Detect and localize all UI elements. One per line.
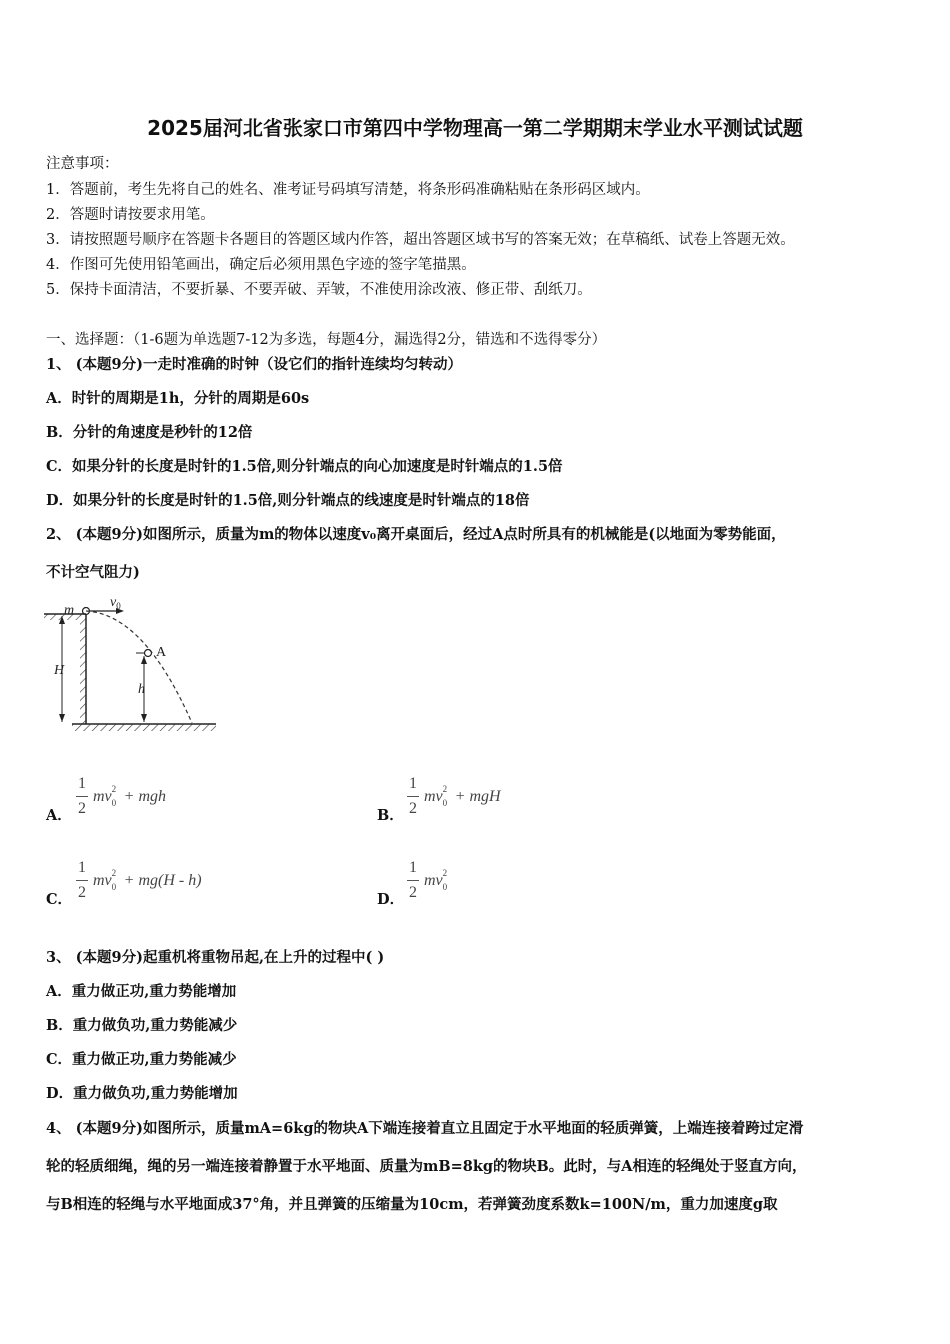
formula-expression: mv 2 0 + mgh <box>93 784 167 808</box>
question-4-line1: 4、 (本题9分)如图所示，质量mA=6kg的物块A下端连接着直立且固定于水平地面的轻质弹簧，上端连接着跨过定滑 <box>46 1120 804 1137</box>
option-label: B． <box>377 807 404 824</box>
question-3-stem: 3、 (本题9分)起重机将重物吊起,在上升的过程中( ) <box>46 949 385 966</box>
question-1-option-b: B．分针的角速度是秒针的12倍 <box>46 424 253 441</box>
question-1-option-a: A．时针的周期是1h，分针的周期是60s <box>46 390 310 407</box>
ground-hatch <box>72 724 216 731</box>
fraction-denominator: 2 <box>78 800 86 817</box>
h-arrow-down <box>141 714 147 722</box>
fraction-numerator: 1 <box>78 775 86 792</box>
question-4-line3: 与B相连的轻绳与水平地面成37°角，并且弹簧的压缩量为10cm，若弹簧劲度系数k=100N/m，重力加速度g取 <box>46 1196 778 1213</box>
question-3-option-d: D．重力做负功,重力势能增加 <box>46 1085 238 1102</box>
v0-label: $v_0$ <box>110 595 121 611</box>
question-2-stem-line2: 不计空气阻力) <box>46 564 140 581</box>
question-3-option-a: A．重力做正功,重力势能增加 <box>46 983 237 1000</box>
formula-expression: mv 2 0 + mg(H - h) <box>93 868 202 892</box>
fraction-bar <box>407 880 419 881</box>
notice-heading: 注意事项： <box>46 156 119 172</box>
fraction-denominator: 2 <box>78 884 86 901</box>
H-label: H <box>54 663 65 678</box>
option-label: D． <box>377 891 405 908</box>
A-label: A <box>156 645 167 660</box>
option-label: A． <box>46 807 72 824</box>
question-3-option-c: C．重力做正功,重力势能减少 <box>46 1051 237 1068</box>
table-wall-hatch <box>80 614 86 724</box>
page-title: 2025届河北省张家口市第四中学物理高一第二学期期末学业水平测试试题 <box>147 116 803 140</box>
question-3-option-b: B．重力做负功,重力势能减少 <box>46 1017 238 1034</box>
question-1-option-d: D．如果分针的长度是时针的1.5倍,则分针端点的线速度是时针端点的18倍 <box>46 492 530 509</box>
notice-item: 2．答题时请按要求用笔。 <box>46 207 215 223</box>
H-arrow-down <box>59 714 65 722</box>
question-1-option-c: C．如果分针的长度是时针的1.5倍,则分针端点的向心加速度是时针端点的1.5倍 <box>46 458 563 475</box>
m-label: m <box>64 603 75 618</box>
option-label: C． <box>46 891 73 908</box>
h-label: h <box>138 682 145 697</box>
fraction-numerator: 1 <box>409 775 417 792</box>
notice-item: 4．作图可先使用铅笔画出，确定后必须用黑色字迹的签字笔描黑。 <box>46 257 476 273</box>
projectile-figure <box>44 592 219 742</box>
formula-expression: mv 2 0 + mgH <box>424 784 501 808</box>
fraction-denominator: 2 <box>409 884 417 901</box>
formula-expression: mv 2 0 <box>424 868 448 892</box>
fraction-numerator: 1 <box>78 859 86 876</box>
section-heading: 一、选择题：（1-6题为单选题7-12为多选，每题4分，漏选得2分，错选和不选得零分） <box>46 332 607 348</box>
notice-item: 5．保持卡面清洁，不要折暴、不要弄破、弄皱，不准使用涂改液、修正带、刮纸刀。 <box>46 282 592 298</box>
fraction-denominator: 2 <box>409 800 417 817</box>
fraction-bar <box>407 796 419 797</box>
fraction-bar <box>76 796 88 797</box>
h-arrow-up <box>141 656 147 664</box>
question-2-stem-line1: 2、 (本题9分)如图所示，质量为m的物体以速度v₀离开桌面后，经过A点时所具有的机械能是(以地面为零势能面， <box>46 526 786 543</box>
question-4-line2: 轮的轻质细绳，绳的另一端连接着静置于水平地面、质量为mB=8kg的物块B。此时，与A相连的轻绳处于竖直方向， <box>46 1158 807 1175</box>
fraction-numerator: 1 <box>409 859 417 876</box>
point-A-marker <box>145 650 152 657</box>
notice-item: 3．请按照题号顺序在答题卡各题目的答题区域内作答，超出答题区域书写的答案无效；在草稿纸、试卷上答题无效。 <box>46 232 795 248</box>
notice-item: 1．答题前，考生先将自己的姓名、准考证号码填写清楚，将条形码准确粘贴在条形码区域内。 <box>46 182 650 198</box>
trajectory-curve <box>86 611 192 723</box>
fraction-bar <box>76 880 88 881</box>
question-1-stem: 1、 (本题9分)一走时准确的时钟（设它们的指针连续均匀转动） <box>46 356 462 373</box>
